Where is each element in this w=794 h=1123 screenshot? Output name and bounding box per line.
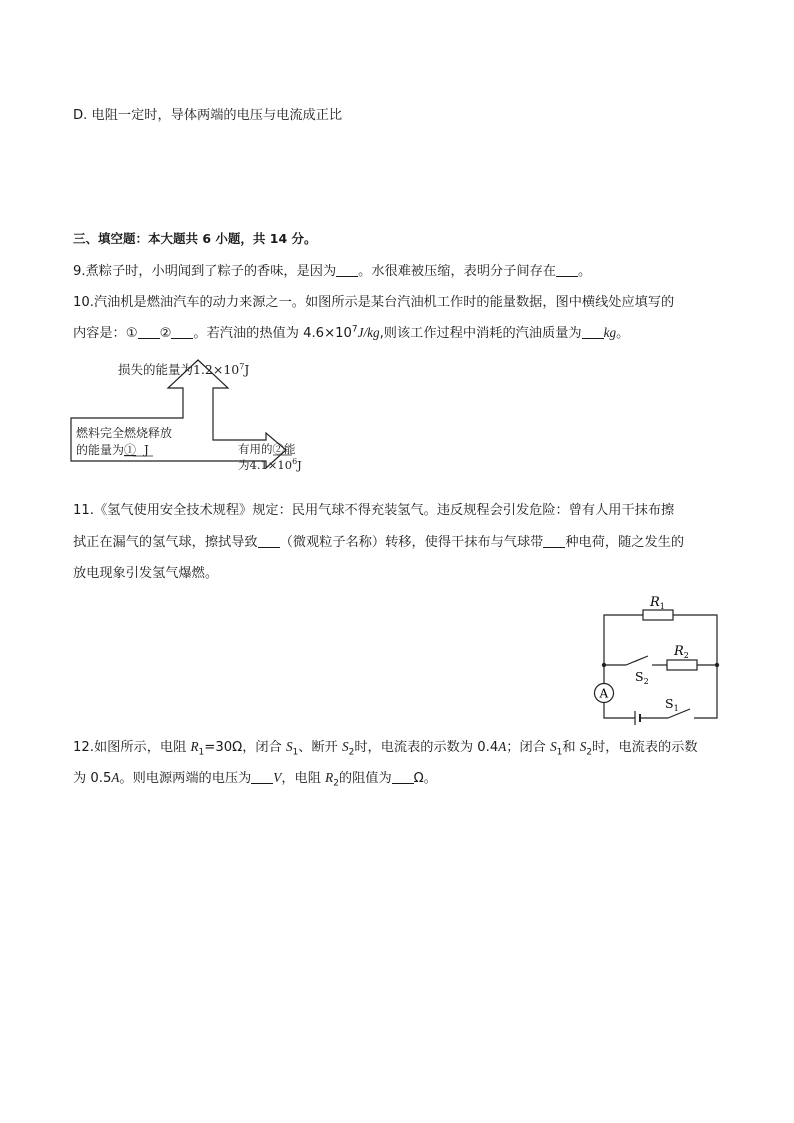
s2-label: $S_2$ — [635, 669, 649, 686]
question-10-line1: 10.汽油机是燃油汽车的动力来源之一。如图所示是某台汽油机工作时的能量数据，图中横线处应填写的 — [73, 295, 675, 310]
option-d: D. 电阻一定时，导体两端的电压与电流成正比 — [73, 108, 343, 123]
answer-blank[interactable] — [171, 326, 193, 339]
fuel-energy-line2: 的能量为① J — [76, 443, 149, 457]
resistor-r1 — [643, 610, 673, 620]
r2-label: $R_2$ — [674, 644, 689, 660]
answer-blank[interactable] — [336, 264, 358, 277]
question-11-line3: 放电现象引发氢气爆燃。 — [73, 566, 219, 581]
useful-energy-line2: 为$4.1\times 10^6J$ — [238, 457, 302, 472]
answer-blank[interactable] — [582, 326, 604, 339]
ammeter-label: A — [599, 686, 609, 701]
answer-blank[interactable] — [258, 535, 280, 548]
wire-bottom-right — [694, 665, 717, 718]
question-10-line2: 内容是：① ② 。若汽油的热值为 $4.6\times 10^7J/kg$,则该工作过程中消耗的汽油质量为 kg。 — [73, 324, 630, 341]
r1-label: $R_1$ — [650, 595, 665, 611]
useful-energy-line1: 有用的②能 — [238, 442, 296, 456]
question-9: 9.煮粽子时，小明闻到了粽子的香味，是因为 。水很难被压缩，表明分子间存在 。 — [73, 264, 592, 279]
answer-blank[interactable] — [543, 535, 565, 548]
wire-top — [604, 615, 717, 665]
section-heading: 三、填空题：本大题共 6 小题，共 14 分。 — [73, 231, 317, 246]
question-12-line2: 为 0.5A。则电源两端的电压为 V，电阻 $R_2$的阻值为 Ω。 — [73, 770, 437, 789]
answer-blank[interactable] — [138, 326, 160, 339]
total-score: 14 — [269, 231, 288, 246]
s1-label: $S_1$ — [665, 696, 679, 713]
resistor-r2 — [667, 660, 697, 670]
question-11-line1: 11.《氢气使用安全技术规程》规定：民用气球不得充装氢气。违反规程会引发危险：曾有人用干抹布擦 — [73, 503, 675, 518]
circuit-diagram — [590, 590, 730, 725]
answer-blank[interactable] — [251, 771, 273, 784]
fuel-energy-line1: 燃料完全燃烧释放 — [76, 426, 173, 440]
question-count: 6 — [202, 231, 212, 246]
answer-blank[interactable] — [556, 264, 578, 277]
loss-energy-label: 损失的能量为$1.2\times 10^7J$ — [118, 362, 250, 377]
question-11-line2: 拭正在漏气的氢气球，擦拭导致 （微观粒子名称）转移，使得干抹布与气球带 种电荷，随之发生的 — [73, 535, 685, 550]
switch-s2-blade — [626, 656, 648, 665]
wire-bottom-left — [604, 703, 635, 718]
energy-flow-diagram — [66, 354, 336, 482]
question-12-line1: 12.如图所示，电阻 $R_1=30\Omega$，闭合 $S_1$、断开 $S_2$时，电流表的示数为 0.4A；闭合 $S_1$和 $S_2$时，电流表的示数 — [73, 739, 698, 758]
answer-blank[interactable] — [392, 771, 414, 784]
